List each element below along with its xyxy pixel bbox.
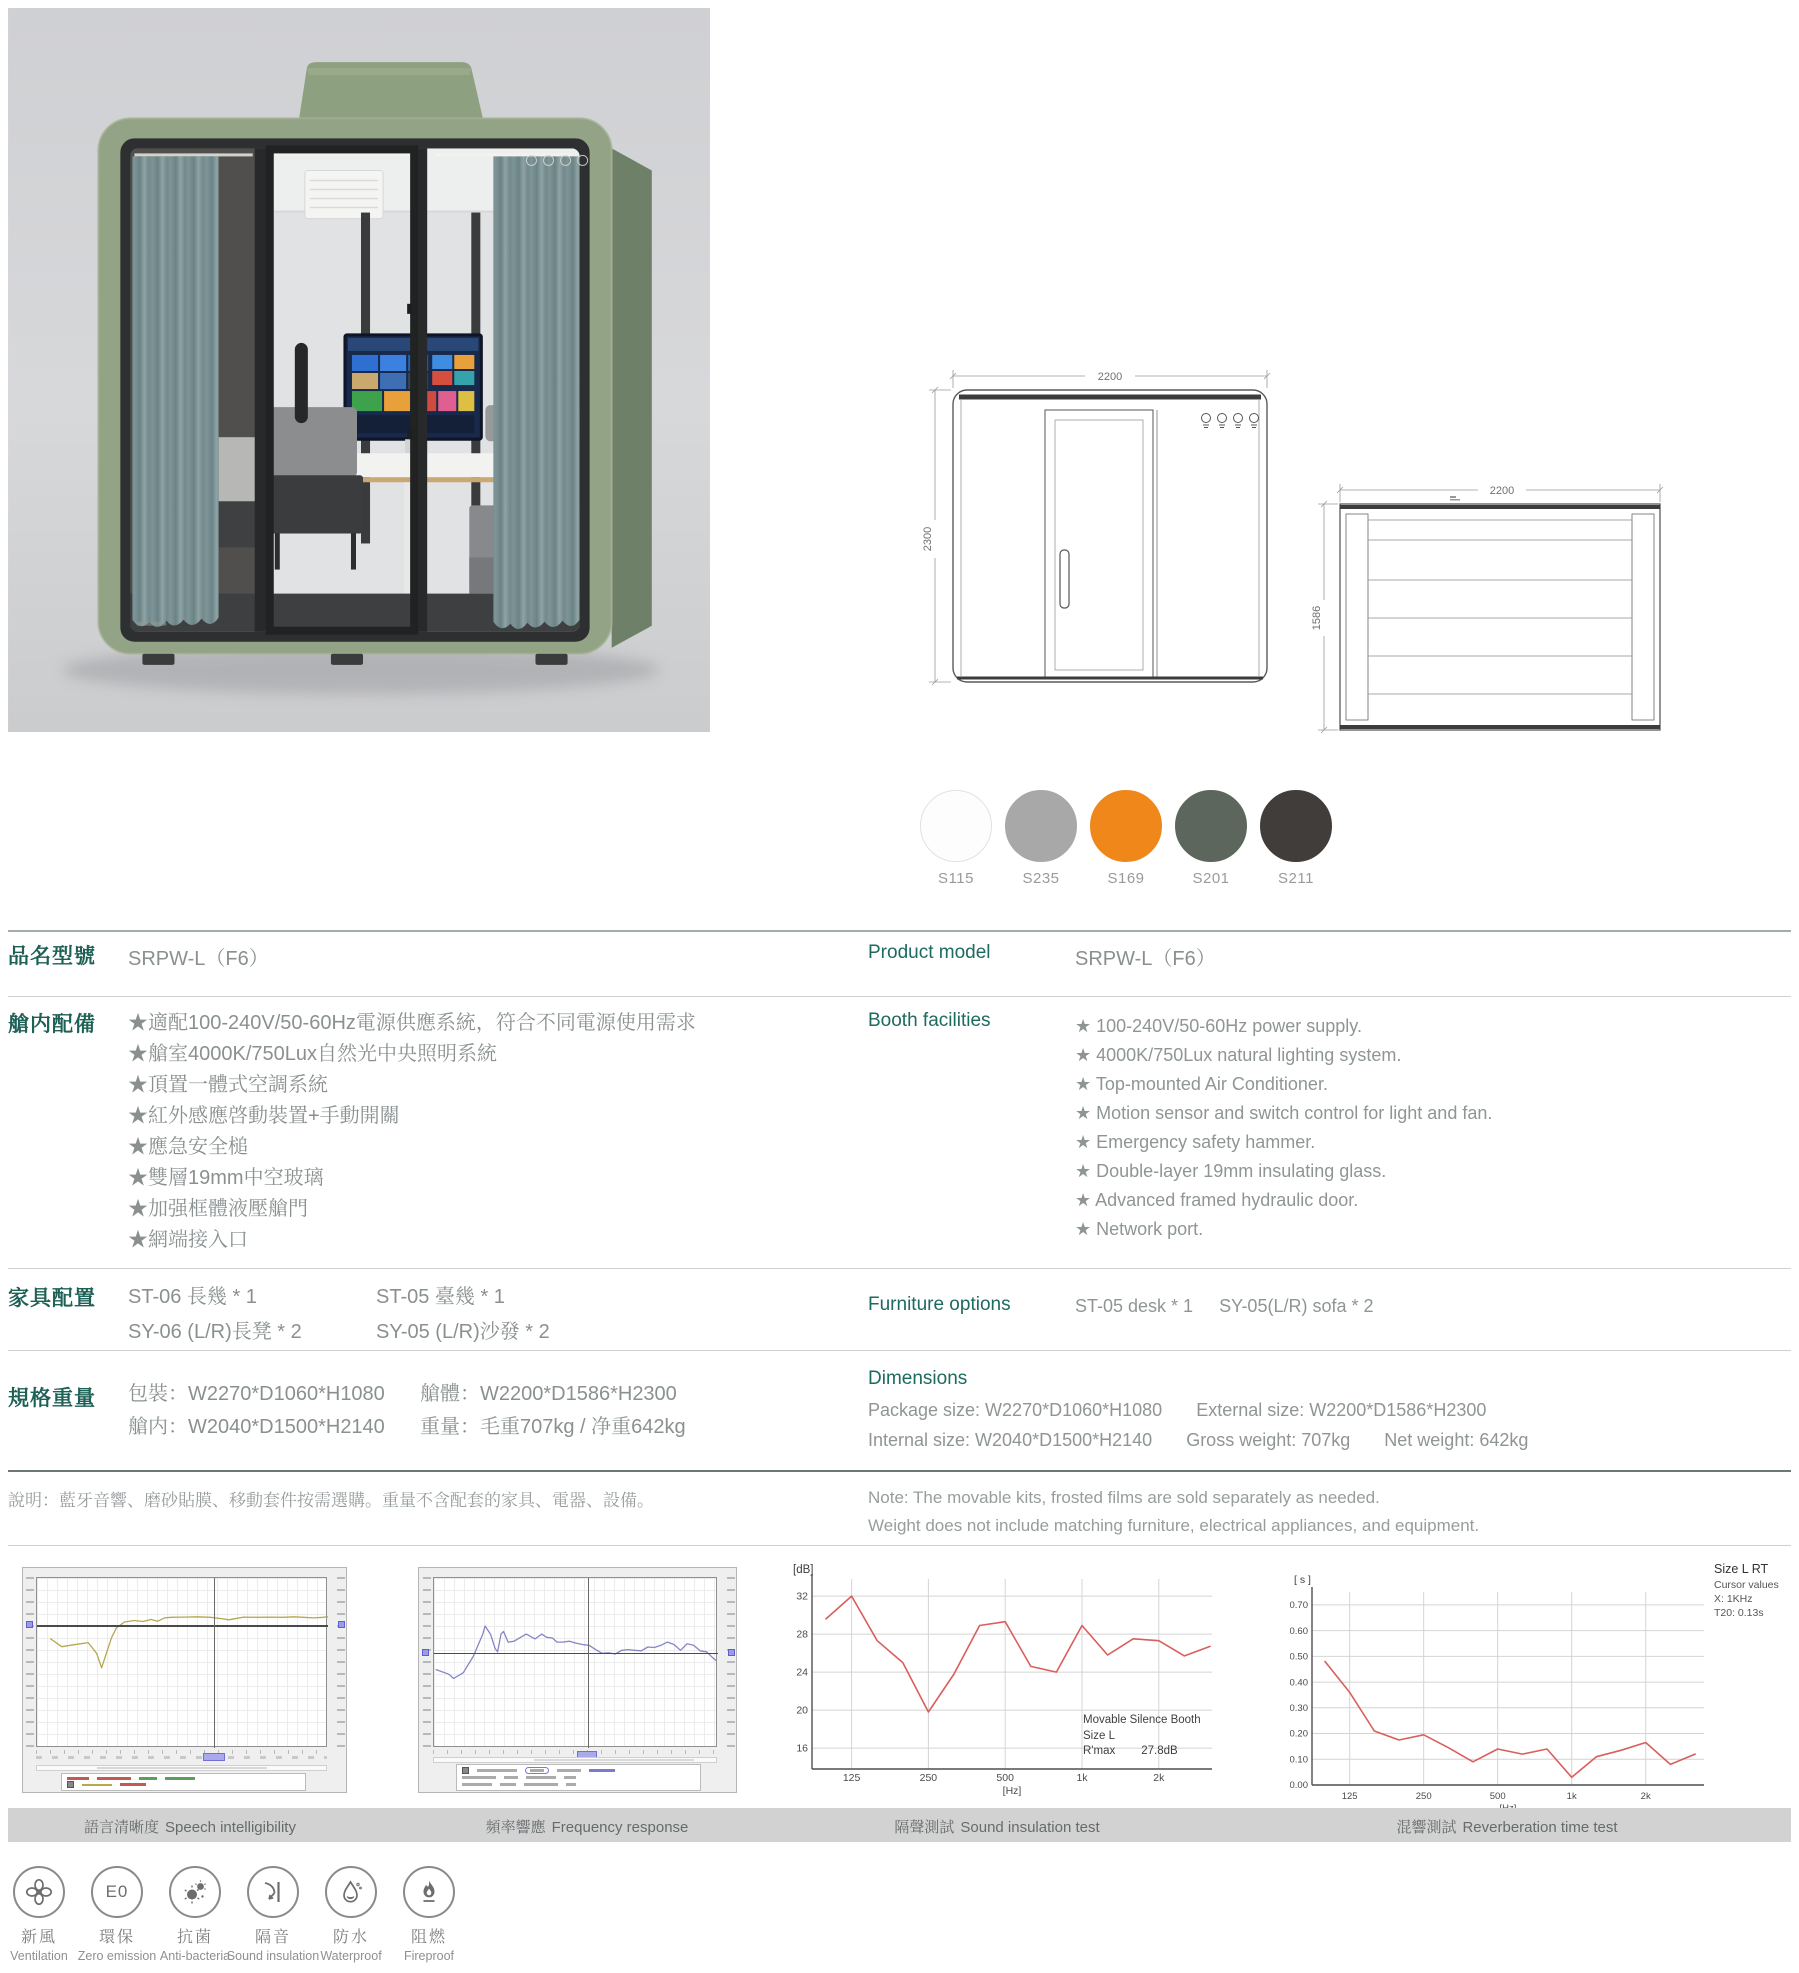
measurement-legend (456, 1764, 701, 1791)
dimensions-header-en: Dimensions (868, 1368, 968, 1389)
external-size: External size: W2200*D1586*H2300 (1196, 1400, 1487, 1420)
e0-icon: E0 (105, 1882, 129, 1901)
color-swatches (920, 790, 1332, 887)
note-en (868, 1484, 1479, 1540)
facilities-list-zh (128, 1008, 696, 1256)
facility-item: ★ Emergency safety hammer. (1075, 1132, 1316, 1152)
frequency-response-chart (418, 1567, 737, 1793)
furniture-item: SY-05 (L/R)沙發 * 2 (376, 1321, 550, 1343)
furniture-item: ST-05 desk * 1 (1075, 1296, 1194, 1316)
left-curtain (132, 156, 218, 627)
reverberation-time-chart (1290, 1552, 1799, 1814)
row-label-dimensions-zh: 規格重量 (8, 1387, 96, 1410)
facility-item: ★應急安全槌 (128, 1136, 248, 1158)
dimensions-grid-zh (128, 1378, 768, 1444)
badge-zero-emission: E0 環保 Zero emission (78, 1866, 156, 1963)
waterproof-icon (336, 1877, 366, 1907)
badge-sound-insulation: 隔音 Sound insulation (234, 1866, 312, 1963)
row-label-model-zh: 品名型號 (8, 945, 96, 968)
row-label-furniture-zh: 家具配置 (8, 1287, 96, 1310)
bench-back (267, 407, 357, 477)
dim-depth-label: 1586 (1311, 605, 1323, 631)
svg-text:125: 125 (842, 1772, 861, 1784)
axis-marker (422, 1649, 429, 1656)
facility-item: ★ Top-mounted Air Conditioner. (1075, 1074, 1328, 1094)
speech-intelligibility-line (37, 1578, 328, 1748)
dimension-item: 包裝：W2270*D1060*H1080 (128, 1383, 385, 1405)
svg-text:500: 500 (1489, 1791, 1506, 1802)
svg-text:125: 125 (1341, 1791, 1358, 1802)
cursor-line (588, 1578, 589, 1748)
scrollbar (36, 1765, 327, 1771)
badge-ventilation: 新風 Ventilation (0, 1866, 78, 1963)
caption-insulation: 隔聲測試 Sound insulation test (894, 1819, 1100, 1836)
frequency-response-line (434, 1578, 718, 1748)
reference-line (37, 1625, 328, 1627)
svg-text:1k: 1k (1566, 1791, 1577, 1802)
feature-badges (0, 1866, 468, 1963)
svg-text:0.20: 0.20 (1290, 1728, 1308, 1740)
note-zh: 說明：藍牙音響、磨砂貼膜、移動套件按需選購。重量不含配套的家具、電器、設備。 (8, 1491, 654, 1510)
booth-render (8, 8, 710, 732)
dimensions-row1-en (868, 1400, 1486, 1421)
product-photo (8, 8, 710, 732)
color-swatch (1260, 790, 1332, 887)
fireproof-icon (414, 1877, 444, 1907)
furniture-item: ST-05 臺幾 * 1 (376, 1286, 505, 1308)
dimension-item: 艙體：W2200*D1586*H2300 (420, 1383, 677, 1405)
furniture-item: SY-05(L/R) sofa * 2 (1219, 1296, 1374, 1316)
color-swatch (920, 790, 992, 887)
facility-item: ★雙層19mm中空玻璃 (128, 1167, 324, 1189)
note-en-line1: Note: The movable kits, frosted films are sold separately as needed. (868, 1488, 1380, 1507)
svg-text:0.10: 0.10 (1290, 1754, 1308, 1766)
facility-item: ★ Network port. (1075, 1219, 1204, 1239)
row-label-furniture-en: Furniture options (868, 1294, 1011, 1315)
badge-fireproof: 阻燃 Fireproof (390, 1866, 468, 1963)
color-swatch (1090, 790, 1162, 887)
annotation-size: Size L (1083, 1729, 1115, 1742)
row-label-facilities-zh: 艙内配備 (8, 1013, 96, 1036)
model-value-zh: SRPW-L（F6） (128, 948, 269, 970)
furniture-item: SY-06 (L/R)長凳 * 2 (128, 1321, 302, 1343)
svg-text:[Hz]: [Hz] (1002, 1785, 1022, 1797)
svg-text:0.40: 0.40 (1290, 1677, 1308, 1689)
measurement-legend (61, 1773, 306, 1791)
net-weight: Net weight: 642kg (1384, 1430, 1529, 1450)
caption-reverberation: 混響測試 Reverberation time test (1396, 1819, 1618, 1836)
facility-item: ★紅外感應啓動裝置+手動開關 (128, 1105, 400, 1127)
sound-insulation-chart (788, 1563, 1220, 1803)
internal-size: Internal size: W2040*D1500*H2140 (868, 1430, 1153, 1450)
dimension-item: 艙内：W2040*D1500*H2140 (128, 1416, 385, 1438)
swatch-color-dot (1260, 790, 1332, 862)
model-value-en: SRPW-L（F6） (1075, 948, 1216, 970)
svg-text:0.50: 0.50 (1290, 1651, 1308, 1663)
svg-text:1k: 1k (1076, 1772, 1088, 1784)
door-handle (295, 343, 308, 423)
furniture-item: ST-06 長幾 * 1 (128, 1286, 257, 1308)
facility-item: ★適配100-240V/50-60Hz電源供應系統，符合不同電源使用需求 (128, 1012, 696, 1034)
booth-side-panel (612, 148, 652, 647)
sound-insulation-icon (258, 1877, 288, 1907)
dimensions-row2-en (868, 1430, 1528, 1451)
dim-width-label: 2200 (1489, 485, 1515, 497)
gross-weight: Gross weight: 707kg (1186, 1430, 1351, 1450)
row-label-facilities-en: Booth facilities (868, 1010, 991, 1031)
swatch-color-dot (1005, 790, 1077, 862)
color-swatch (1175, 790, 1247, 887)
note-en-line2: Weight does not include matching furniture, electrical appliances, and equipment. (868, 1516, 1480, 1535)
sound-insulation-plot (788, 1563, 1220, 1803)
dimension-item: 重量：毛重707kg / 净重642kg (420, 1416, 686, 1438)
svg-text:500: 500 (996, 1772, 1014, 1784)
facility-item: ★ Advanced framed hydraulic door. (1075, 1190, 1359, 1210)
front-view-drawing (905, 352, 1295, 697)
svg-text:2k: 2k (1640, 1791, 1651, 1802)
swatch-code: S169 (1107, 870, 1145, 887)
divider (8, 996, 1791, 997)
svg-text:2k: 2k (1153, 1772, 1165, 1784)
swatch-code: S115 (938, 870, 974, 887)
dim-height-label: 2300 (922, 526, 934, 552)
svg-text:0.30: 0.30 (1290, 1703, 1308, 1714)
package-size: Package size: W2270*D1060*H1080 (868, 1400, 1163, 1420)
annotation-title: Size L RT (1714, 1562, 1769, 1576)
furniture-grid-zh (128, 1280, 728, 1350)
caption-speech: 語言清晰度 Speech intelligibility (84, 1819, 296, 1836)
axis-marker (728, 1649, 735, 1656)
dim-width-label: 2200 (1097, 371, 1123, 383)
swatch-code: S201 (1192, 870, 1230, 887)
swatch-color-dot (1175, 790, 1247, 862)
annotation-rmax: R'max 27.8dB (1083, 1745, 1178, 1757)
reference-line (434, 1653, 718, 1654)
swatch-color-dot (1090, 790, 1162, 862)
chart-annotation (1083, 1713, 1201, 1760)
bench-seat (265, 475, 363, 533)
annotation-title: Movable Silence Booth (1083, 1714, 1201, 1726)
divider (8, 1268, 1791, 1269)
brand-mark (136, 622, 166, 626)
cursor-line (214, 1578, 215, 1748)
swatch-code: S235 (1022, 870, 1060, 887)
divider (8, 930, 1791, 932)
bacteria-icon (180, 1877, 210, 1907)
facility-item: ★頂置一體式空調系統 (128, 1074, 328, 1096)
facility-item: ★ 100-240V/50-60Hz power supply. (1075, 1016, 1362, 1036)
facility-item: ★加强框體液壓艙門 (128, 1198, 308, 1220)
svg-text:0.00: 0.00 (1290, 1780, 1308, 1792)
axis-marker (338, 1621, 345, 1628)
right-curtain (493, 156, 579, 629)
divider (8, 1470, 1791, 1472)
swatch-color-dot (920, 790, 992, 862)
svg-text:28: 28 (796, 1628, 808, 1641)
color-swatch (1005, 790, 1077, 887)
fan-icon (24, 1877, 54, 1907)
cursor-freq-highlight (203, 1753, 225, 1761)
svg-text:[dB]: [dB] (793, 1564, 814, 1576)
facility-item: ★ 4000K/750Lux natural lighting system. (1075, 1045, 1402, 1065)
badge-anti-bacteria: 抗菌 Anti-bacteria (156, 1866, 234, 1963)
door-outline (1045, 410, 1153, 678)
svg-text:16: 16 (796, 1742, 808, 1755)
chart-caption-bar (8, 1808, 1791, 1842)
facilities-list-en (1075, 1012, 1492, 1244)
facility-item: ★ Double-layer 19mm insulating glass. (1075, 1161, 1387, 1181)
ac-vent (305, 170, 383, 218)
divider (8, 1545, 1791, 1546)
row-label-model-en: Product model (868, 942, 991, 963)
scrollbar (433, 1757, 717, 1763)
swatch-code: S211 (1278, 870, 1314, 887)
svg-text:0.70: 0.70 (1290, 1600, 1308, 1612)
caption-frequency: 頻率響應 Frequency response (485, 1819, 689, 1836)
facility-item: ★網端接入口 (128, 1229, 248, 1251)
svg-text:24: 24 (796, 1666, 808, 1679)
svg-text:20: 20 (796, 1704, 808, 1717)
axis-marker (26, 1621, 33, 1628)
divider (8, 1350, 1791, 1351)
svg-text:32: 32 (796, 1590, 808, 1603)
facility-item: ★艙室4000K/750Lux自然光中央照明系統 (128, 1043, 498, 1065)
svg-text:0.60: 0.60 (1290, 1625, 1308, 1637)
svg-text:250: 250 (1415, 1791, 1432, 1802)
svg-text:[ s ]: [ s ] (1294, 1574, 1311, 1586)
light-strip (134, 153, 252, 156)
furniture-list-en (1075, 1296, 1374, 1317)
facility-item: ★ Motion sensor and switch control for light and fan. (1075, 1103, 1493, 1123)
svg-text:250: 250 (919, 1772, 938, 1784)
side-view-drawing (1300, 468, 1680, 748)
badge-waterproof: 防水 Waterproof (312, 1866, 390, 1963)
chart-annotation: Size L RT Cursor values X: 1KHz T20: 0.13s (1714, 1562, 1779, 1619)
speech-intelligibility-chart (22, 1567, 347, 1793)
